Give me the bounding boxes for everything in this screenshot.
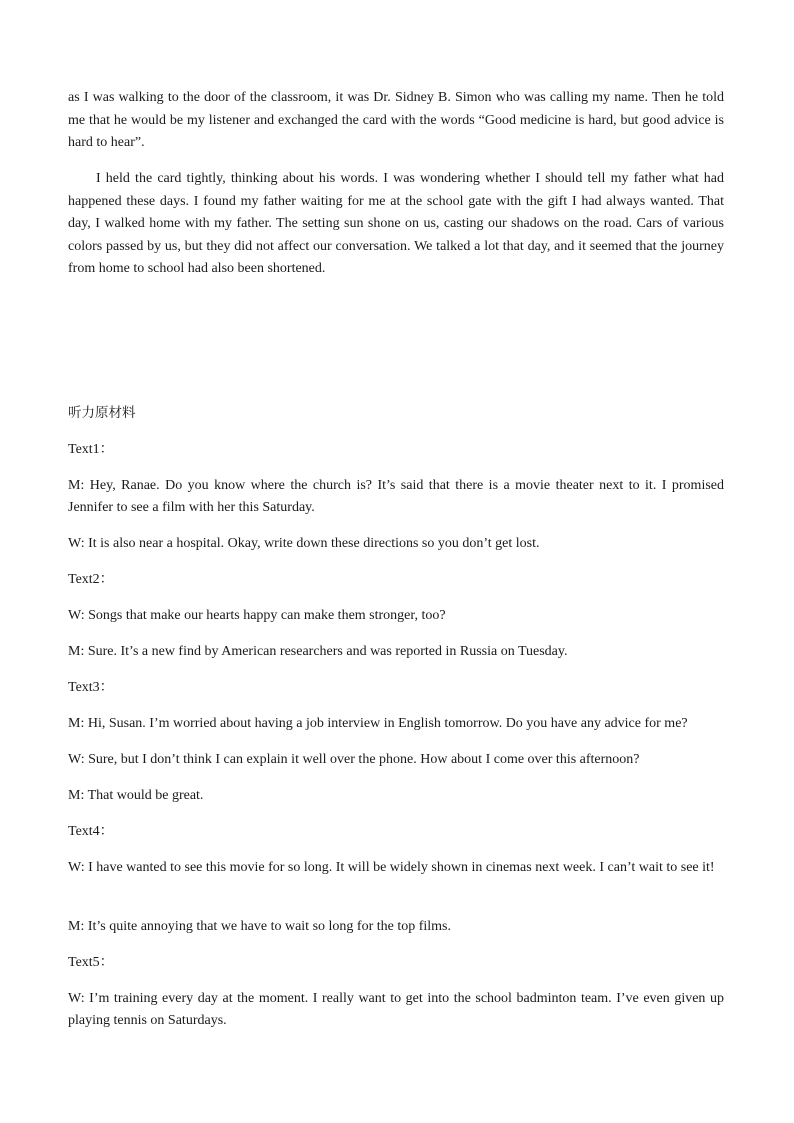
text3-man-line-1: M: Hi, Susan. I’m worried about having a job interview in English tomorrow. Do you have any advice for me? — [68, 716, 688, 731]
text1-man-line: M: Hey, Ranae. Do you know where the church is? It’s said that there is a movie theater next to it. I promised Jennifer to see a film with her this Saturday. — [68, 478, 724, 515]
story-paragraph-1: as I was walking to the door of the classroom, it was Dr. Sidney B. Simon who was calling my name. Then he told me that he would be my listener and exchanged the card with the words “Good medicine is hard, but good advice is hard to hear”. — [68, 90, 724, 150]
text3-woman-line: W: Sure, but I don’t think I can explain it well over the phone. How about I come over this afternoon? — [68, 752, 640, 767]
text1-label: Text1： — [68, 442, 114, 457]
story-paragraph-2: I held the card tightly, thinking about his words. I was wondering whether I should tell my father what had happened these days. I found my father waiting for me at the school gate with the gift I had always wanted. That day, I walked home with my father. The setting sun shone on us, casting our shadows on the road. Cars of various colors passed by us, but they did not affect our conversation. We talked a lot that day, and it seemed that the journey from home to school had also been shortened. — [68, 171, 724, 276]
text4-label: Text4： — [68, 824, 114, 839]
text3-man-line-2: M: That would be great. — [68, 788, 204, 803]
text2-woman-line: W: Songs that make our hearts happy can make them stronger, too? — [68, 608, 446, 623]
text2-man-line: M: Sure. It’s a new find by American researchers and was reported in Russia on Tuesday. — [68, 644, 568, 659]
text2-label: Text2： — [68, 572, 114, 587]
text4-man-line: M: It’s quite annoying that we have to wait so long for the top films. — [68, 919, 451, 934]
listening-heading: 听力原材料 — [68, 405, 136, 421]
text5-woman-line: W: I’m training every day at the moment. I really want to get into the school badminton team. I’ve even given up playing tennis on Saturdays. — [68, 991, 724, 1028]
text5-label: Text5： — [68, 955, 114, 970]
text1-woman-line: W: It is also near a hospital. Okay, write down these directions so you don’t get lost. — [68, 536, 540, 551]
text4-woman-line: W: I have wanted to see this movie for so long. It will be widely shown in cinemas next week. I can’t wait to see it! — [68, 860, 715, 875]
text3-label: Text3： — [68, 680, 114, 695]
